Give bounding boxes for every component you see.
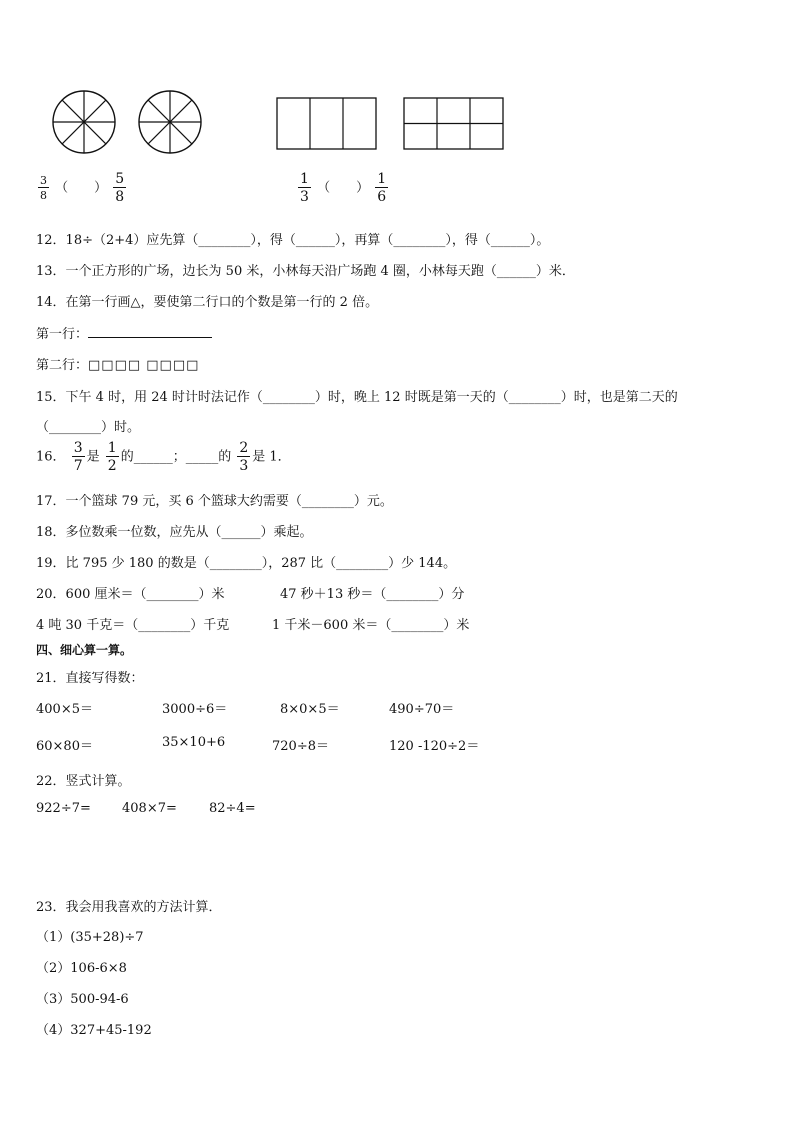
- question-20a: 20．600 厘米＝（________）米: [36, 587, 225, 602]
- fraction-compare-b: [296, 172, 390, 204]
- list-item: （4）327+45-192: [36, 1023, 152, 1038]
- fraction-1-3: $\frac{1}{3}$: [300, 171, 309, 205]
- question-20d: 1 千米－600 米＝（________）米: [272, 618, 470, 633]
- calc-item: 3000÷6＝: [162, 702, 228, 717]
- question-17: 17．一个篮球 79 元，买 6 个篮球大约需要（________）元。: [36, 494, 393, 509]
- question-15-line2: （________）时。: [36, 420, 141, 435]
- question-13: 13．一个正方形的广场，边长为 50 米，小林每天沿广场跑 4 圈，小林每天跑（______）米．: [36, 264, 575, 279]
- compare-paren: （ ）: [317, 180, 370, 196]
- fraction-3-8: $\frac{3}{8}$: [40, 174, 47, 202]
- list-item: （3）500-94-6: [36, 992, 129, 1007]
- question-16: 16． $\frac{3}{7}$ 是 $\frac{1}{2}$ 的______；_____的 $\frac{2}{3}$ 是 1．: [36, 440, 291, 474]
- section-heading: 四、细心算一算。: [36, 643, 133, 657]
- compare-paren: （ ）: [55, 180, 108, 196]
- rectangle-sixths-figure: [403, 97, 505, 151]
- fraction-compare-a: [36, 172, 128, 204]
- question-20c: 4 吨 30 千克＝（________）千克: [36, 618, 230, 633]
- question-14-row2: 第二行：□□□□ □□□□: [36, 358, 200, 373]
- fraction-5-8: $\frac{5}{8}$: [115, 171, 125, 205]
- calc-item: 35×10+6: [162, 735, 226, 750]
- question-12: 12．18÷（2+4）应先算（________），得（______），再算（________），得（______）。: [36, 233, 550, 248]
- square-boxes: □□□□ □□□□: [88, 358, 200, 373]
- calc-item: 400×5＝: [36, 702, 93, 717]
- circle-figure-right: [136, 88, 204, 156]
- calc-item: 60×80＝: [36, 739, 93, 754]
- question-14: 14．在第一行画△，要使第二行口的个数是第一行的 2 倍。: [36, 295, 379, 310]
- fraction-1-6: $\frac{1}{6}$: [377, 171, 387, 205]
- question-19: 19．比 795 少 180 的数是（________），287 比（________）少 144。: [36, 556, 457, 571]
- question-21-title: 21．直接写得数：: [36, 671, 144, 686]
- list-item: （2）106-6×8: [36, 961, 127, 976]
- question-20b: 47 秒＋13 秒＝（________）分: [280, 587, 465, 602]
- fraction-2-3: $\frac{2}{3}$: [239, 440, 249, 474]
- question-18: 18．多位数乘一位数，应先从（______）乘起。: [36, 525, 313, 540]
- question-14-row1: 第一行：: [36, 323, 212, 342]
- circle-figure-left: [50, 88, 118, 156]
- question-22-title: 22．竖式计算。: [36, 774, 131, 789]
- rectangle-thirds-figure: [276, 97, 378, 151]
- calc-item: 120 -120÷2＝: [389, 739, 480, 754]
- answer-line: [88, 325, 212, 338]
- calc-item: 408×7=: [122, 801, 177, 816]
- calc-item: 8×0×5＝: [280, 702, 340, 717]
- calc-item: 490÷70＝: [389, 702, 455, 717]
- list-item: （1）(35+28)÷7: [36, 930, 144, 945]
- calc-item: 922÷7=: [36, 801, 91, 816]
- fraction-3-7: $\frac{3}{7}$: [73, 440, 83, 474]
- fraction-1-2: $\frac{1}{2}$: [107, 440, 117, 474]
- calc-item: 82÷4=: [209, 801, 256, 816]
- question-15-line1: 15．下午 4 时，用 24 时计时法记作（________）时，晚上 12 时既是第一天的（________）时，也是第二天的: [36, 390, 678, 405]
- question-23-title: 23．我会用我喜欢的方法计算．: [36, 900, 222, 915]
- calc-item: 720÷8＝: [272, 739, 329, 754]
